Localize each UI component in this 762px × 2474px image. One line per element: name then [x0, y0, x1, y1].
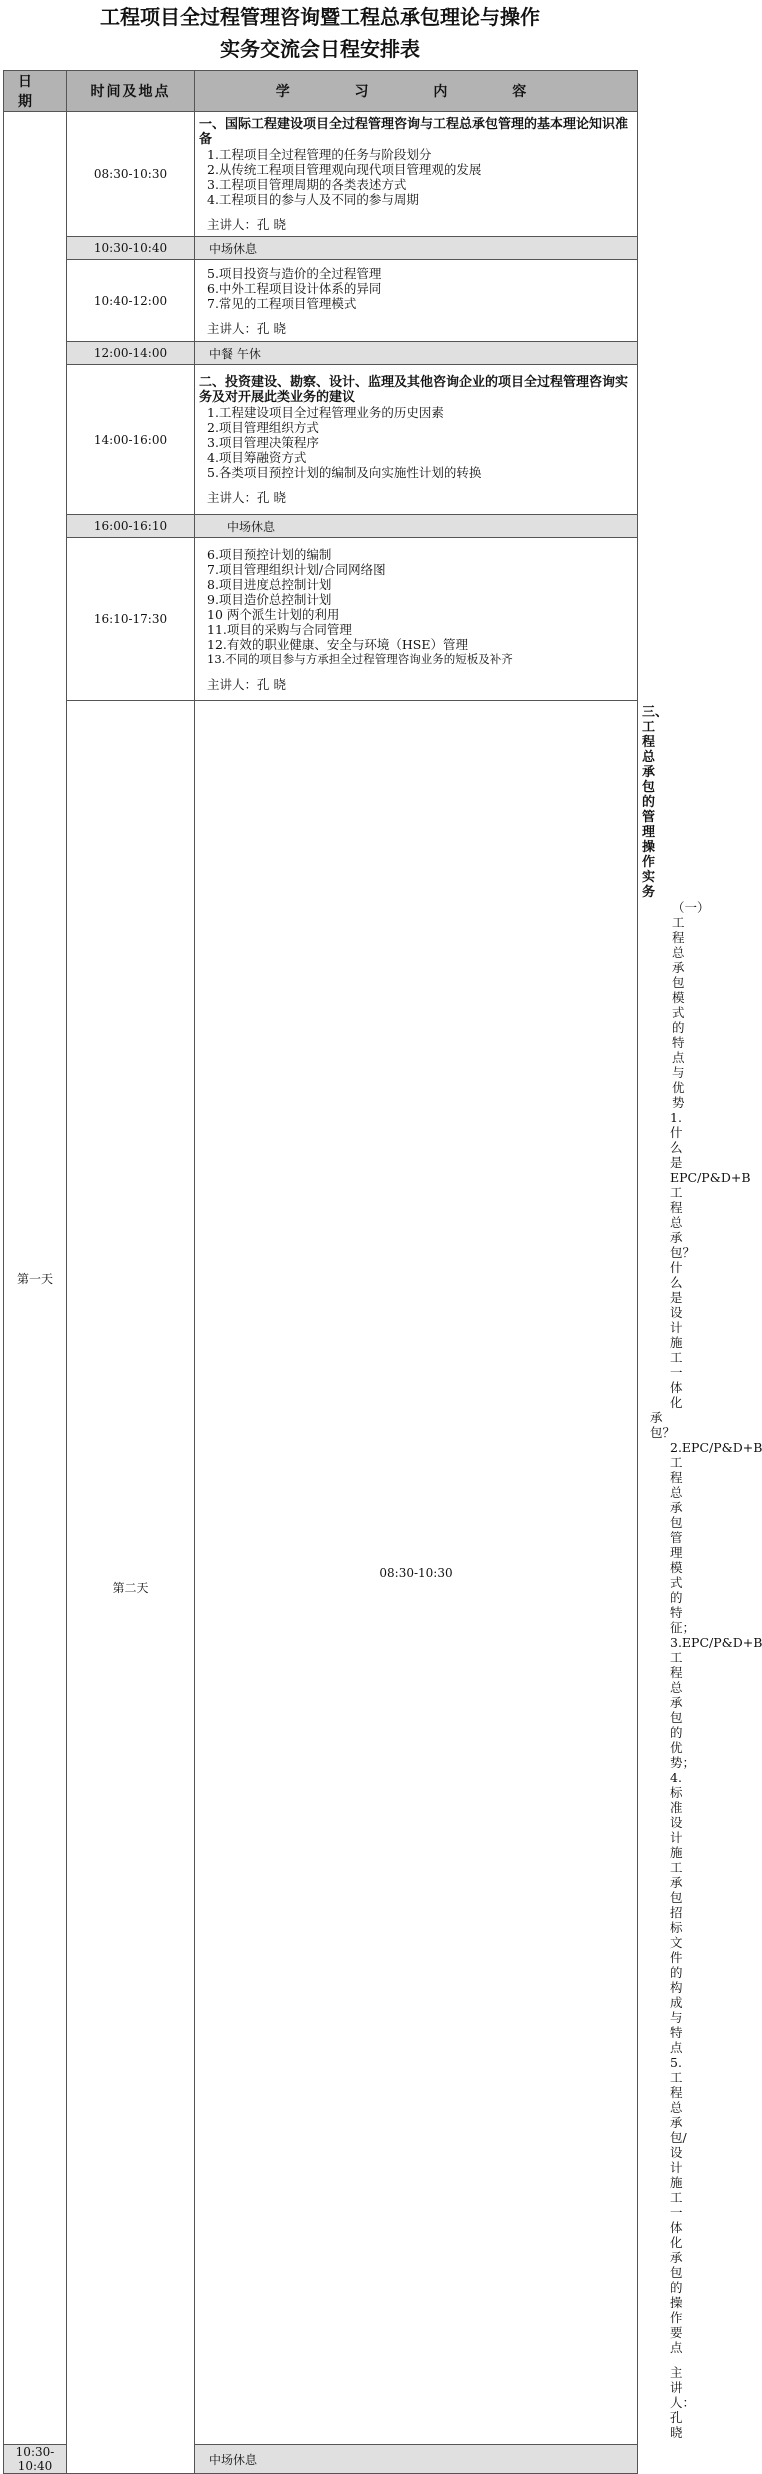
document-title	[0, 0, 640, 64]
list-item: 5.工程总承包/设计施工一体化承包的操作要点	[670, 2055, 687, 2355]
speaker: 主讲人：孔 晓	[207, 320, 286, 336]
list-item: 7.常见的工程项目管理模式	[207, 295, 357, 311]
table-row: 第二天 08:30-10:30 三、工程总承包的管理操作实务 （一）工程总承包模式的特点与优势 1.什么是 EPC/P&D+B 工程总承包？ 什么是设计施工一体化 承包？ 2.EPC/P&D+B 工程总承包管理模式的特征； 3.EPC/P&D+B 工程总承包的优势； 4.标准设计施工承包招标文件的构成与特点 5.工程总承包/设计施工一体化承包的操作要点 主讲人：孔 晓	[4, 701, 638, 2445]
header-row	[4, 71, 638, 112]
day-2-label: 第二天	[67, 701, 195, 2474]
session-time: 08:30-10:30	[67, 112, 195, 237]
speaker: 主讲人：孔 晓	[207, 216, 286, 232]
list-item: 4.项目筹融资方式	[207, 449, 307, 465]
speaker: 主讲人：孔 晓	[670, 2365, 696, 2440]
list-item: 5.项目投资与造价的全过程管理	[207, 265, 382, 281]
table-row	[4, 538, 638, 701]
break-row	[4, 515, 638, 538]
list-item: 10 两个派生计划的利用	[207, 606, 340, 622]
list-item: 4.标准设计施工承包招标文件的构成与特点	[670, 1770, 683, 2055]
list-item: 6.项目预控计划的编制	[207, 546, 332, 562]
list-item: 3.项目管理决策程序	[207, 434, 319, 450]
list-item: 7.项目管理组织计划/合同网络图	[207, 561, 386, 577]
break-row	[4, 342, 638, 365]
list-item: 9.项目造价总控制计划	[207, 591, 332, 607]
break-label: 中场休息	[195, 515, 638, 538]
break-time: 10:30-10:40	[67, 237, 195, 260]
list-item: 13.不同的项目参与方承担全过程管理咨询业务的短板及补齐	[207, 651, 513, 666]
session-time: 10:40-12:00	[67, 260, 195, 342]
list-item: 11.项目的采购与合同管理	[207, 621, 352, 637]
title-line-2: 实务交流会日程安排表	[220, 37, 420, 61]
list-item: 3.工程项目管理周期的各类表述方式	[207, 176, 407, 192]
table-row	[4, 260, 638, 342]
break-label: 中餐 午休	[195, 342, 638, 365]
break-label: 中场休息	[195, 237, 638, 260]
break-time: 16:00-16:10	[67, 515, 195, 538]
session-content	[195, 538, 638, 701]
title-line-1: 工程项目全过程管理咨询暨工程总承包理论与操作	[100, 5, 540, 29]
session-content	[195, 365, 638, 515]
session-time: 14:00-16:00	[67, 365, 195, 515]
list-item: 2.EPC/P&D+B 工程总承包管理模式的特征；	[670, 1440, 762, 1635]
section-heading: 一、国际工程建设项目全过程管理咨询与工程总承包管理的基本理论知识准备	[199, 116, 629, 147]
session-content	[195, 112, 638, 237]
list-item: 1.什么是 EPC/P&D+B 工程总承包？ 什么是设计施工一体化	[670, 1110, 751, 1410]
section-heading: 三、工程总承包的管理操作实务	[642, 705, 669, 900]
header-content: 学 习 内 容	[195, 71, 638, 112]
list-item: 1.工程项目全过程管理的任务与阶段划分	[207, 146, 432, 162]
list-item: 5.各类项目预控计划的编制及向实施性计划的转换	[207, 464, 482, 480]
list-item: 8.项目进度总控制计划	[207, 576, 332, 592]
break-label: 中场休息	[195, 2445, 638, 2474]
list-item: 2.从传统工程项目管理观向现代项目管理观的发展	[207, 161, 482, 177]
day-1-label: 第一天	[4, 112, 67, 2445]
list-item: 2.项目管理组织方式	[207, 419, 319, 435]
session-time: 16:10-17:30	[67, 538, 195, 701]
list-item: 12.有效的职业健康、安全与环境（HSE）管理	[207, 636, 468, 652]
speaker: 主讲人：孔 晓	[207, 489, 286, 505]
schedule-table	[3, 70, 762, 2474]
break-time: 10:30-10:40	[4, 2445, 67, 2474]
break-time: 12:00-14:00	[67, 342, 195, 365]
session-content	[195, 260, 638, 342]
speaker: 主讲人：孔 晓	[207, 676, 286, 692]
section-heading: 二、投资建设、勘察、设计、监理及其他咨询企业的项目全过程管理咨询实务及对开展此类业务的建议	[199, 374, 629, 405]
subsection-heading: （一）工程总承包模式的特点与优势	[672, 900, 710, 1110]
table-row	[4, 365, 638, 515]
table-row	[4, 112, 638, 237]
break-row	[4, 237, 638, 260]
session-time: 08:30-10:30	[195, 701, 638, 2445]
list-item: 6.中外工程项目设计体系的异同	[207, 280, 382, 296]
list-item: 3.EPC/P&D+B 工程总承包的优势；	[670, 1635, 762, 1770]
list-item: 1.工程建设项目全过程管理业务的历史因素	[207, 404, 444, 420]
header-time-place: 时间及地点	[67, 71, 195, 112]
header-date: 日 期	[4, 71, 67, 112]
list-item: 4.工程项目的参与人及不同的参与周期	[207, 191, 419, 207]
